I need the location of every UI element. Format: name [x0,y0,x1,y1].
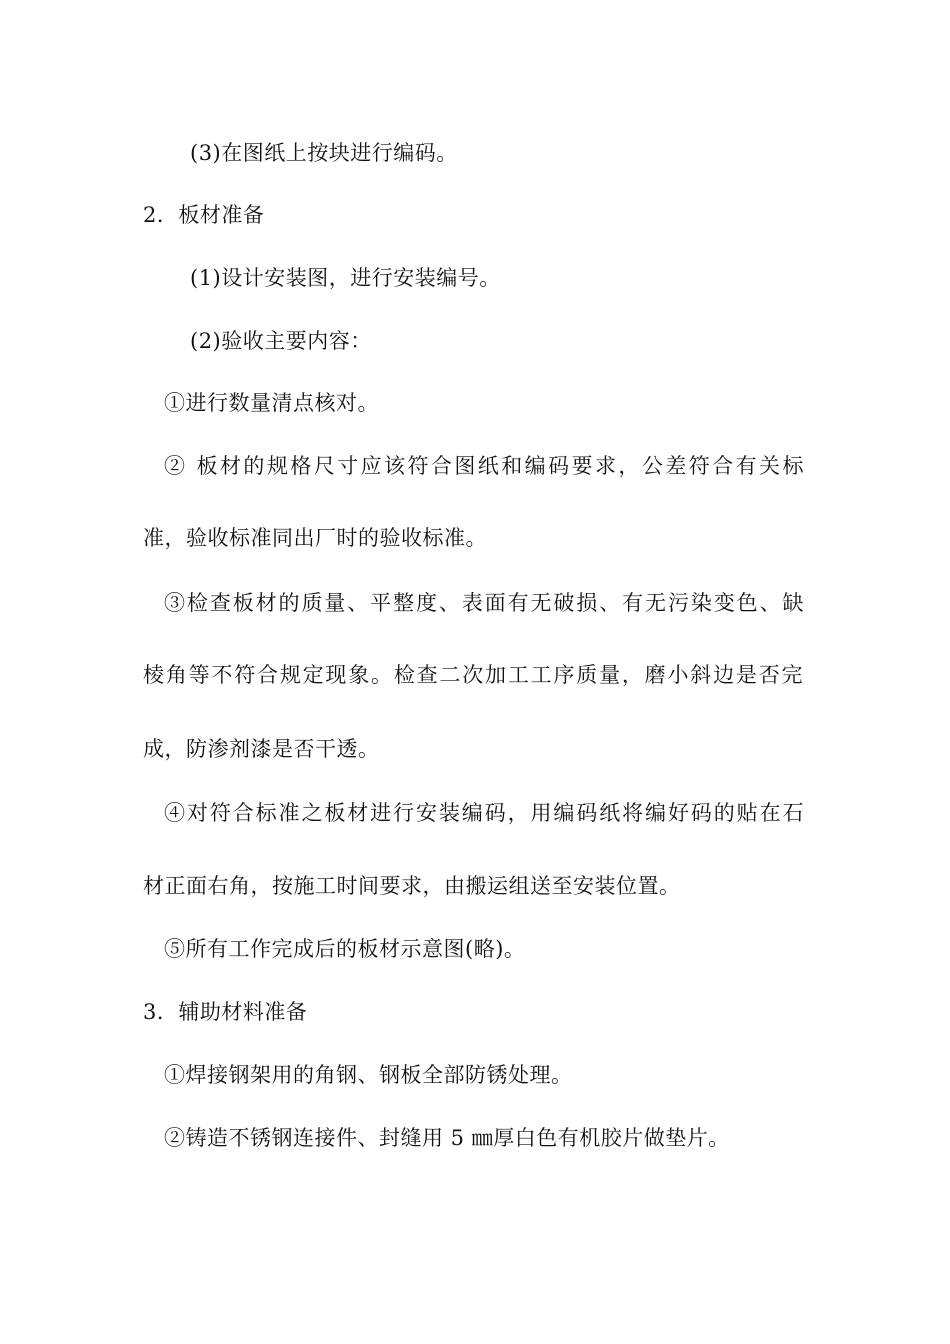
section-3-point-1-text: ①焊接钢架用的角钢、钢板全部防锈处理。 [164,1063,573,1087]
point-2-line-2: 准，验收标准同出厂时的验收标准。 [143,526,487,550]
point-3-line-2: 棱角等不符合规定现象。检查二次加工工序质量，磨小斜边是否完 [143,663,803,687]
point-5-text: ⑤所有工作完成后的板材示意图(略)。 [164,937,526,961]
section-2-heading: 2．板材准备 [143,203,265,227]
point-3-line-1: ③检查板材的质量、平整度、表面有无破损、有无污染变色、缺 [164,591,804,615]
point-1-text: ①进行数量清点核对。 [164,391,379,415]
item-3-text: (3)在图纸上按块进行编码。 [190,141,458,165]
point-4-line-1: ④对符合标准之板材进行安装编码，用编码纸将编好码的贴在石 [164,801,804,825]
subitem-2-text: (2)验收主要内容： [190,329,372,353]
section-3-heading: 3．辅助材料准备 [143,1000,308,1024]
point-4-line-2: 材正面右角，按施工时间要求，由搬运组送至安装位置。 [143,874,681,898]
point-3-line-3: 成，防渗剂漆是否干透。 [143,737,380,761]
section-3-point-2-text: ②铸造不锈钢连接件、封缝用 5 ㎜厚白色有机胶片做垫片。 [164,1126,730,1150]
point-2-line-1: ② 板材的规格尺寸应该符合图纸和编码要求，公差符合有关标 [164,454,804,478]
subitem-1-text: (1)设计安装图，进行安装编号。 [190,266,501,290]
